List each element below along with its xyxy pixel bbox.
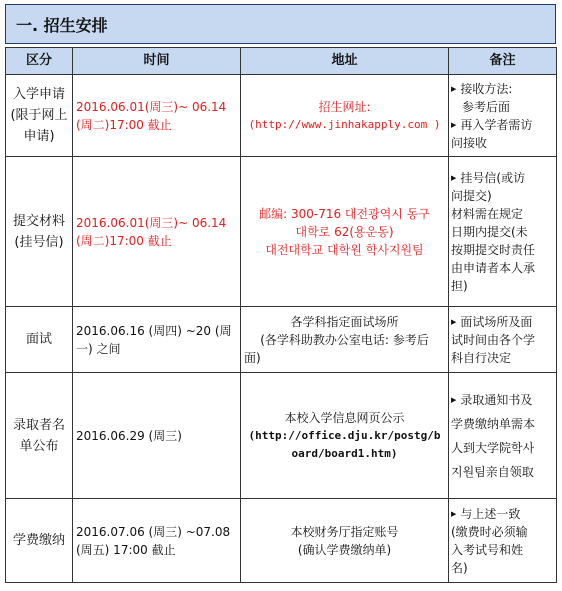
note-line: 试时间由各个学: [451, 332, 536, 347]
time-line: 2016.06.29 (周三): [76, 428, 182, 443]
section-header: [5, 4, 556, 44]
note-line: ▶ 面试场所及面: [451, 313, 553, 331]
category-line: 提交材料: [12, 213, 65, 229]
row-time: [73, 499, 241, 583]
note-line: 入考试号和姓: [451, 542, 524, 557]
note-line: 科自行决定: [451, 350, 512, 365]
row-time: [73, 373, 241, 499]
time-line: (周五) 17:00 截止: [76, 542, 176, 557]
time-line: (周二)17:00 截止: [76, 233, 172, 248]
time-line: (周二)17:00 截止: [76, 117, 172, 132]
header-note: 备注: [449, 48, 557, 75]
address-line: (确认学费缴纳单): [297, 542, 392, 557]
row-address: [241, 307, 449, 373]
header-category: 区分: [6, 48, 73, 75]
row-address: [241, 157, 449, 307]
note-line: 由申请者本人承: [451, 260, 536, 275]
row-note: [449, 499, 557, 583]
category-line: 录取者名: [12, 417, 65, 433]
table-header-row: [6, 48, 557, 75]
row-note: [449, 307, 557, 373]
time-line: 一) 之间: [76, 341, 121, 356]
application-url[interactable]: (http://www.jinhakapply.com ): [248, 117, 441, 131]
row-time: [73, 75, 241, 157]
table-row: [6, 307, 557, 373]
row-address: [241, 373, 449, 499]
time-line: 2016.07.06 (周三) ~07.08: [76, 524, 231, 539]
row-time: [73, 157, 241, 307]
row-category: [6, 157, 73, 307]
row-note: [449, 75, 557, 157]
note-line: ▶ 接收方法:: [451, 80, 553, 98]
category-line: 单公布: [19, 438, 59, 454]
note-line: 学费缴纳单需本: [451, 416, 536, 431]
admission-schedule: [5, 4, 556, 583]
address-line: 대학로 62(용운동): [295, 224, 394, 239]
results-url-cont[interactable]: oard/board1.htm): [291, 446, 398, 460]
section-title: 一. 招生安排: [16, 15, 108, 35]
time-line: 2016.06.01(周三)~ 06.14: [76, 215, 227, 230]
row-category: [6, 75, 73, 157]
note-line: 材料需在规定: [451, 206, 524, 221]
row-category: [6, 307, 73, 373]
row-note: [449, 373, 557, 499]
row-address: [241, 499, 449, 583]
schedule-table: [5, 47, 557, 583]
row-note: [449, 157, 557, 307]
note-line: 参考后面: [462, 99, 511, 114]
note-line: ▶ 挂号信(或访: [451, 169, 553, 187]
row-category: [6, 373, 73, 499]
address-line: 各学科指定面试场所: [290, 314, 399, 329]
note-line: 担): [451, 278, 468, 293]
category-line: 入学申请: [12, 87, 65, 102]
address-line: 本校入学信息网页公示: [284, 410, 405, 425]
note-line: 日期内提交(未: [451, 224, 528, 239]
table-row: [6, 157, 557, 307]
note-line: 人到大学院학사: [451, 440, 535, 455]
row-address: [241, 75, 449, 157]
note-line: ▶ 再入学者需访: [451, 116, 553, 134]
category-line: (限于网上: [10, 108, 68, 123]
address-line: 面): [244, 350, 261, 365]
note-line: ▶ 录取通知书及: [451, 388, 553, 412]
table-row: [6, 75, 557, 157]
time-line: 2016.06.01(周三)~ 06.14: [76, 99, 227, 114]
address-line: (各学科助教办公室电话: 参考后: [260, 332, 429, 347]
category-line: 学费缴纳: [12, 533, 65, 548]
address-line: 대전대학교 대학원 학사지원팀: [265, 242, 424, 257]
row-time: [73, 307, 241, 373]
note-line: 问接收: [451, 135, 488, 150]
results-url[interactable]: (http://office.dju.kr/postg/b: [248, 428, 441, 442]
header-address: 地址: [241, 48, 449, 75]
time-line: 2016.06.16 (周四) ~20 (周: [76, 323, 232, 338]
note-line: (缴费时必须输: [451, 524, 528, 539]
table-row: [6, 499, 557, 583]
category-line: (挂号信): [14, 234, 64, 250]
address-line: 招生网址:: [318, 99, 371, 114]
header-time: 时间: [73, 48, 241, 75]
note-line: 지원팀亲自领取: [451, 464, 534, 479]
note-line: 名): [451, 560, 468, 575]
category-line: 申请): [23, 129, 55, 144]
note-line: 问提交): [451, 188, 492, 203]
address-line: 邮编: 300-716 대전광역시 동구: [259, 206, 430, 221]
note-line: 按期提交时责任: [451, 242, 536, 257]
category-line: 面试: [25, 332, 52, 347]
table-row: [6, 373, 557, 499]
address-line: 本校财务厅指定账号: [290, 524, 399, 539]
note-line: ▶ 与上述一致: [451, 505, 553, 523]
row-category: [6, 499, 73, 583]
